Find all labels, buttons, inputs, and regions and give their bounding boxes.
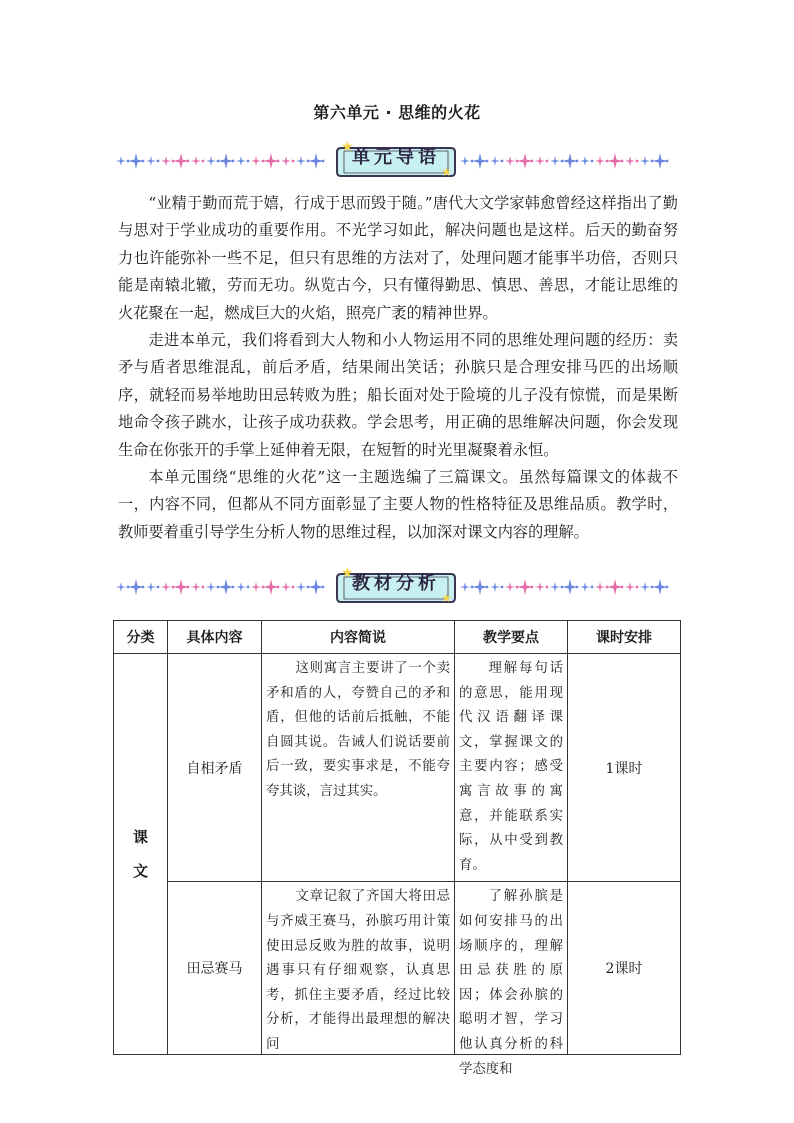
sparkle-icon [505,582,515,592]
sparkle-dot [621,160,624,163]
column-header: 分类 [114,621,168,654]
sparkle-icon [191,156,201,166]
sparkle-icon [595,582,605,592]
sparkle-icon [281,582,291,592]
sparkle-icon [580,582,590,592]
sparkle-dot [486,160,489,163]
sparkle-icon [490,156,500,166]
column-header: 课时安排 [568,621,681,654]
sparkle-icon [652,153,668,169]
section-banner-analysis [115,566,679,606]
sparkle-dot [202,586,205,589]
sparkle-dot [292,160,295,163]
sparkle-dot [531,160,534,163]
sparkle-dot [247,586,250,589]
sparkle-dot [157,160,160,163]
table-header-row [114,621,681,654]
banner-label-intro: 单元导语 [352,147,440,168]
sparkle-icon [607,579,623,595]
sparkle-icon [550,156,560,166]
intro-paragraph: 走进本单元，我们将看到大人物和小人物运用不同的思维处理问题的经历：卖矛与盾者思维混乱，前后矛盾，结果闹出笑话；孙膑只是合理安排马匹的出场顺序，就轻而易举地助田忌转败为胜；船长面对处于险境的儿子没有惊慌，而是果断地命令孩子跳水，让孩子成功获救。学会思考，用正确的思维解决问题，你会发现生命在你张开的手掌上延伸着无限，在短暂的时光里凝聚着永恒。 [118,331,678,459]
sparkle-dot [591,160,594,163]
sparkle-icon [460,582,470,592]
sparkle-icon [206,156,216,166]
sparkle-icon [490,582,500,592]
lesson-period: 1课时 [568,654,681,882]
sparkle-dot [576,586,579,589]
sparkle-icon [236,582,246,592]
sparkle-icon [625,156,635,166]
sparkle-icon [550,582,560,592]
sparkle-dot [202,160,205,163]
sparkle-dot [546,586,549,589]
sparkle-dot [576,160,579,163]
sparkle-icon [517,153,533,169]
sparkle-icon [535,156,545,166]
star-icon: ★ [441,591,452,605]
sparkle-dot [636,160,639,163]
sparkle-dot [621,586,624,589]
column-header: 具体内容 [168,621,262,654]
category-cell [114,654,168,1055]
sparkle-icon [251,156,261,166]
sparkle-icon [625,582,635,592]
sparkle-dot [322,586,325,589]
sparkle-dot [277,160,280,163]
textbook-analysis-table [113,620,681,1077]
sparkle-dot [591,586,594,589]
content-summary: 这则寓言主要讲了一个卖矛和盾的人，夸赞自己的矛和盾，但他的话前后抵触，不能自圆其说。告诫人们说话要前后一致，要实事求是，不能夸夸其谈，言过其实。 [262,654,455,882]
sparkle-dot [187,586,190,589]
sparkle-dot [232,160,235,163]
sparkle-icon [580,156,590,166]
sparkle-icon [460,156,470,166]
sparkle-icon [505,156,515,166]
sparkle-dot [322,160,325,163]
sparkle-icon [206,582,216,592]
sparkle-icon [161,156,171,166]
intro-paragraph: “业精于勤而荒于嬉，行成于思而毁于随。”唐代大文学家韩愈曾经这样指出了勤与思对于学业成功的重要作用。不光学习如此，解决问题也是这样。后天的勤奋努力也许能弥补一些不足，但只有思维的方法对了，处理问题才能事半功倍，否则只能是南辕北辙，劳而无功。纵览古今，只有懂得勤思、慎思、善思，才能让思维的火花聚在一起，燃成巨大的火焰，照亮广袤的精神世界。 [118,194,678,322]
sparkle-dot [666,586,669,589]
content-summary: 文章记叙了齐国大将田忌与齐威王赛马，孙膑巧用计策使田忌反败为胜的故事，说明遇事只有仔细观察，认真思考，抓住主要矛盾，经过比较分析，才能得出最理想的解决问 [262,882,455,1055]
sparkle-icon [562,153,578,169]
sparkle-dot [486,586,489,589]
star-icon: ★ [341,139,354,155]
sparkle-dot [546,160,549,163]
unit-introduction [118,190,678,546]
lesson-title: 自相矛盾 [168,654,262,882]
table-row [114,654,681,882]
intro-paragraph: 本单元围绕“思维的火花”这一主题选编了三篇课文。虽然每篇课文的体裁不一，内容不同，但都从不同方面彰显了主要人物的性格特征及思维品质。教学时，教师要着重引导学生分析人物的思维过程，以加深对课文内容的理解。 [118,468,678,541]
table-row [114,882,681,1055]
star-icon: ★ [341,565,354,581]
sparkle-dot [142,160,145,163]
sparkle-icon [116,156,126,166]
sparkle-dot [531,586,534,589]
sparkle-icon [640,156,650,166]
sparkle-icon [116,582,126,592]
sparkle-icon [595,156,605,166]
sparkle-dot [666,160,669,163]
sparkle-icon [146,582,156,592]
sparkle-icon [296,582,306,592]
sparkle-icon [281,156,291,166]
sparkle-icon [517,579,533,595]
sparkle-icon [607,153,623,169]
lesson-title: 田忌赛马 [168,882,262,1055]
category-label: 课文 [133,828,149,881]
sparkle-dot [142,586,145,589]
sparkle-icon [535,582,545,592]
sparkle-icon [146,156,156,166]
column-header: 内容简说 [262,621,455,654]
sparkle-icon [562,579,578,595]
sparkle-icon [236,156,246,166]
sparkle-icon [652,579,668,595]
banner-label-analysis: 教材分析 [352,573,440,594]
star-icon: ★ [441,165,452,179]
sparkle-icon [191,582,201,592]
sparkle-icon [296,156,306,166]
teaching-points: 了解孙膑是如何安排马的出场顺序的，理解田忌获胜的原因；体会孙膑的聪明才智，学习他认真分析的科学态度和 [455,882,568,1055]
lesson-period: 2课时 [568,882,681,1055]
sparkle-dot [292,586,295,589]
sparkle-dot [501,586,504,589]
sparkle-dot [277,586,280,589]
section-banner-intro [115,140,679,180]
sparkle-icon [161,582,171,592]
sparkle-dot [501,160,504,163]
column-header: 教学要点 [455,621,568,654]
sparkle-dot [636,586,639,589]
sparkle-dot [187,160,190,163]
sparkle-dot [247,160,250,163]
sparkle-dot [232,586,235,589]
sparkle-icon [640,582,650,592]
page-title: 第六单元 · 思维的火花 [313,103,481,122]
sparkle-dot [157,586,160,589]
sparkle-icon [251,582,261,592]
teaching-points: 理解每句话的意思，能用现代汉语翻译课文，掌握课文的主要内容；感受寓言故事的寓意，并能联系实际，从中受到教育。 [455,654,568,882]
